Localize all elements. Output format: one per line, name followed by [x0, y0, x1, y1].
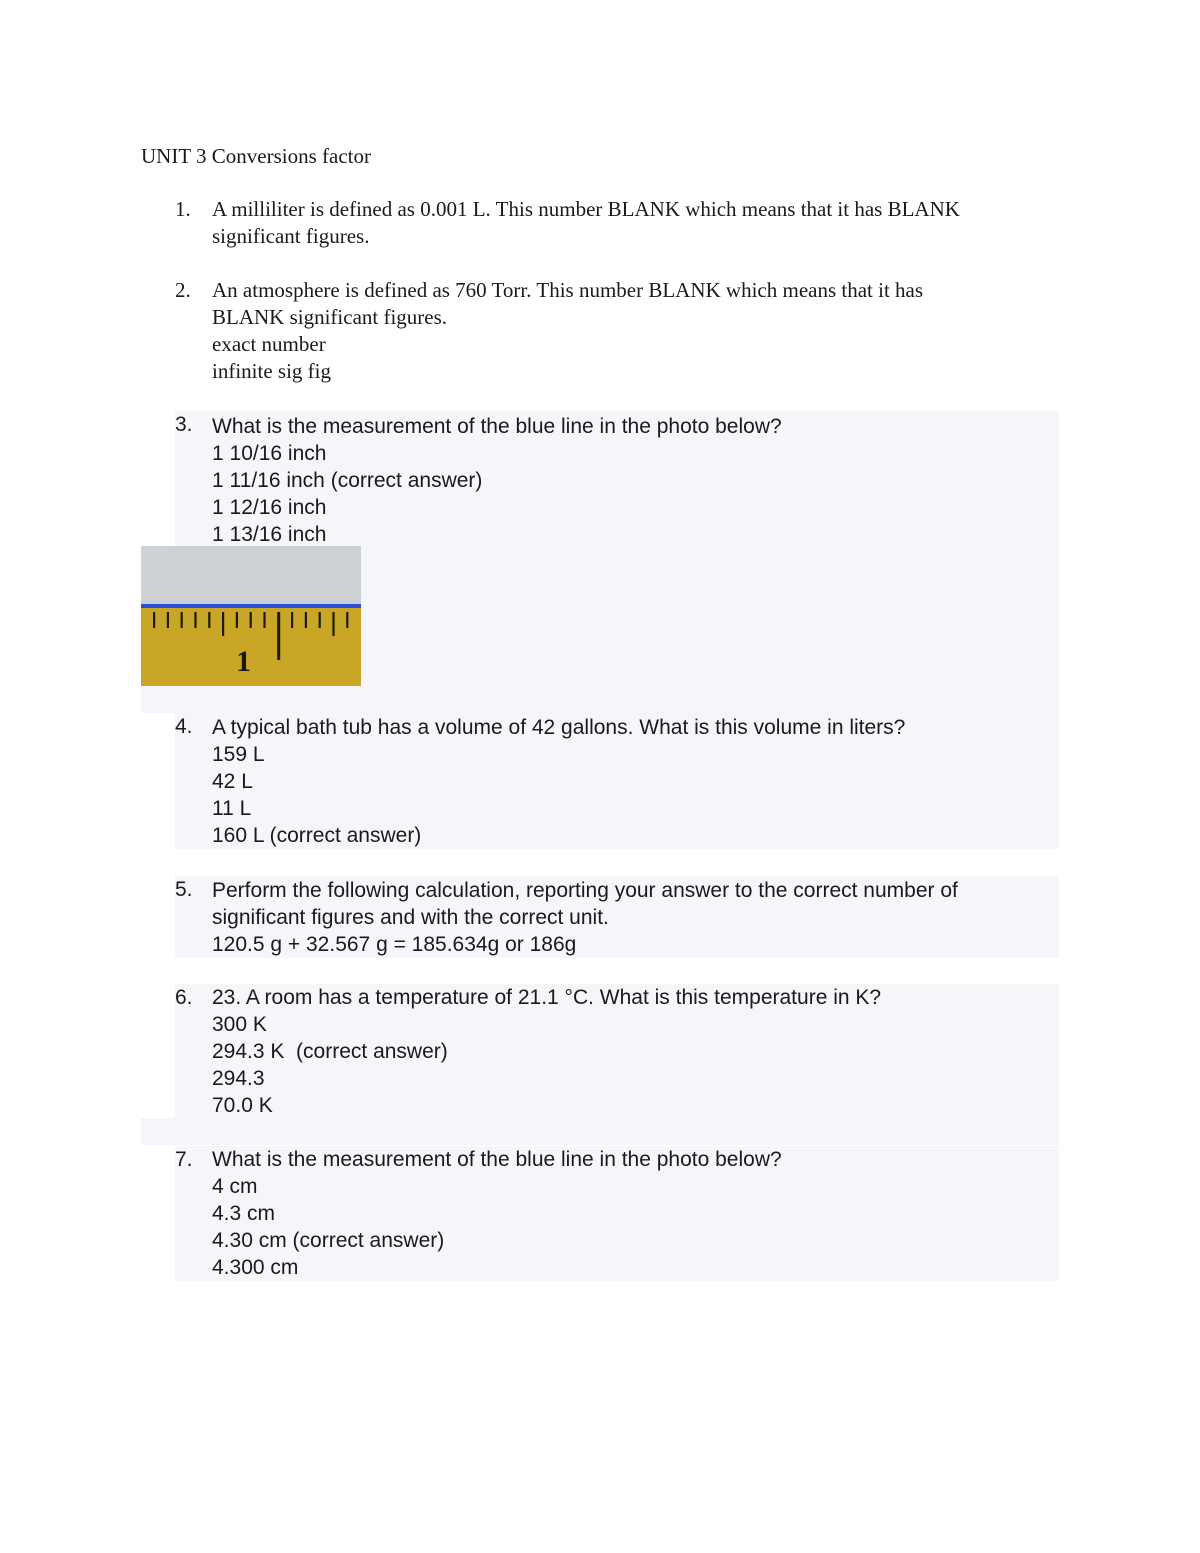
ruler-tick	[181, 612, 183, 628]
question-4	[175, 713, 1059, 849]
answer-option: 4.300 cm	[212, 1256, 299, 1279]
ruler-tick	[263, 612, 265, 628]
ruler-tick	[236, 612, 238, 628]
question-number: 3.	[175, 413, 193, 436]
photo-background-top	[141, 546, 361, 601]
answer-option: infinite sig fig	[212, 359, 331, 383]
answer-text: 120.5 g + 32.567 g = 185.634g or 186g	[212, 933, 577, 956]
question-number: 5.	[175, 878, 193, 901]
answer-option: 1 11/16 inch (correct answer)	[212, 469, 483, 492]
question-5	[175, 876, 1059, 958]
ruler-tick	[319, 612, 321, 628]
question-text: Perform the following calculation, reporting your answer to the correct number of	[212, 879, 958, 902]
answer-option: 159 L	[212, 743, 265, 766]
question-text: significant figures and with the correct unit.	[212, 906, 609, 929]
answer-option: 300 K	[212, 1013, 267, 1036]
question-3	[175, 411, 1059, 548]
question-number: 7.	[175, 1148, 193, 1171]
question-text: What is the measurement of the blue line in the photo below?	[212, 1148, 782, 1171]
shade-band	[141, 1118, 1059, 1145]
question-7	[175, 1146, 1059, 1281]
answer-option: exact number	[212, 332, 326, 356]
answer-option: 42 L	[212, 770, 253, 793]
question-text: What is the measurement of the blue line in the photo below?	[212, 415, 782, 438]
ruler-tick	[153, 612, 155, 628]
ruler-tick	[222, 612, 224, 636]
ruler-tick	[305, 612, 307, 628]
question-text: An atmosphere is defined as 760 Torr. This number BLANK which means that it has	[212, 278, 924, 302]
answer-option: 4 cm	[212, 1175, 258, 1198]
ruler-tick	[208, 612, 210, 628]
question-text: A typical bath tub has a volume of 42 gallons. What is this volume in liters?	[212, 716, 906, 739]
ruler-tick	[277, 612, 280, 660]
question-text: significant figures.	[212, 224, 370, 248]
answer-option: 1 10/16 inch	[212, 442, 327, 465]
ruler-tick	[167, 612, 169, 628]
question-2	[175, 277, 1059, 385]
question-text: A milliliter is defined as 0.001 L. This number BLANK which means that it has BLANK	[212, 197, 960, 221]
answer-option: 160 L (correct answer)	[212, 824, 422, 847]
answer-option: 4.30 cm (correct answer)	[212, 1229, 445, 1252]
question-text: 23. A room has a temperature of 21.1 °C. What is this temperature in K?	[212, 986, 882, 1009]
ruler-photo	[141, 546, 361, 686]
question-text: BLANK significant figures.	[212, 305, 448, 329]
ruler-tick	[250, 612, 252, 628]
ruler-scale-label: 1	[236, 645, 251, 678]
ruler-tick	[332, 612, 334, 636]
document-title: UNIT 3 Conversions factor	[141, 144, 371, 168]
answer-option: 294.3 K (correct answer)	[212, 1040, 448, 1063]
answer-option: 11 L	[212, 797, 252, 820]
blue-line	[141, 604, 361, 608]
question-number: 2.	[175, 278, 191, 302]
question-number: 4.	[175, 715, 193, 738]
question-number: 6.	[175, 986, 193, 1009]
answer-option: 1 13/16 inch	[212, 523, 327, 546]
answer-option: 70.0 K	[212, 1094, 273, 1117]
answer-option: 4.3 cm	[212, 1202, 276, 1225]
question-6	[175, 984, 1059, 1118]
answer-option: 294.3	[212, 1067, 265, 1090]
ruler-tick	[291, 612, 293, 628]
question-1	[175, 196, 1059, 250]
ruler-tick	[346, 612, 348, 628]
question-number: 1.	[175, 197, 191, 221]
answer-option: 1 12/16 inch	[212, 496, 327, 519]
ruler-tick	[194, 612, 196, 628]
